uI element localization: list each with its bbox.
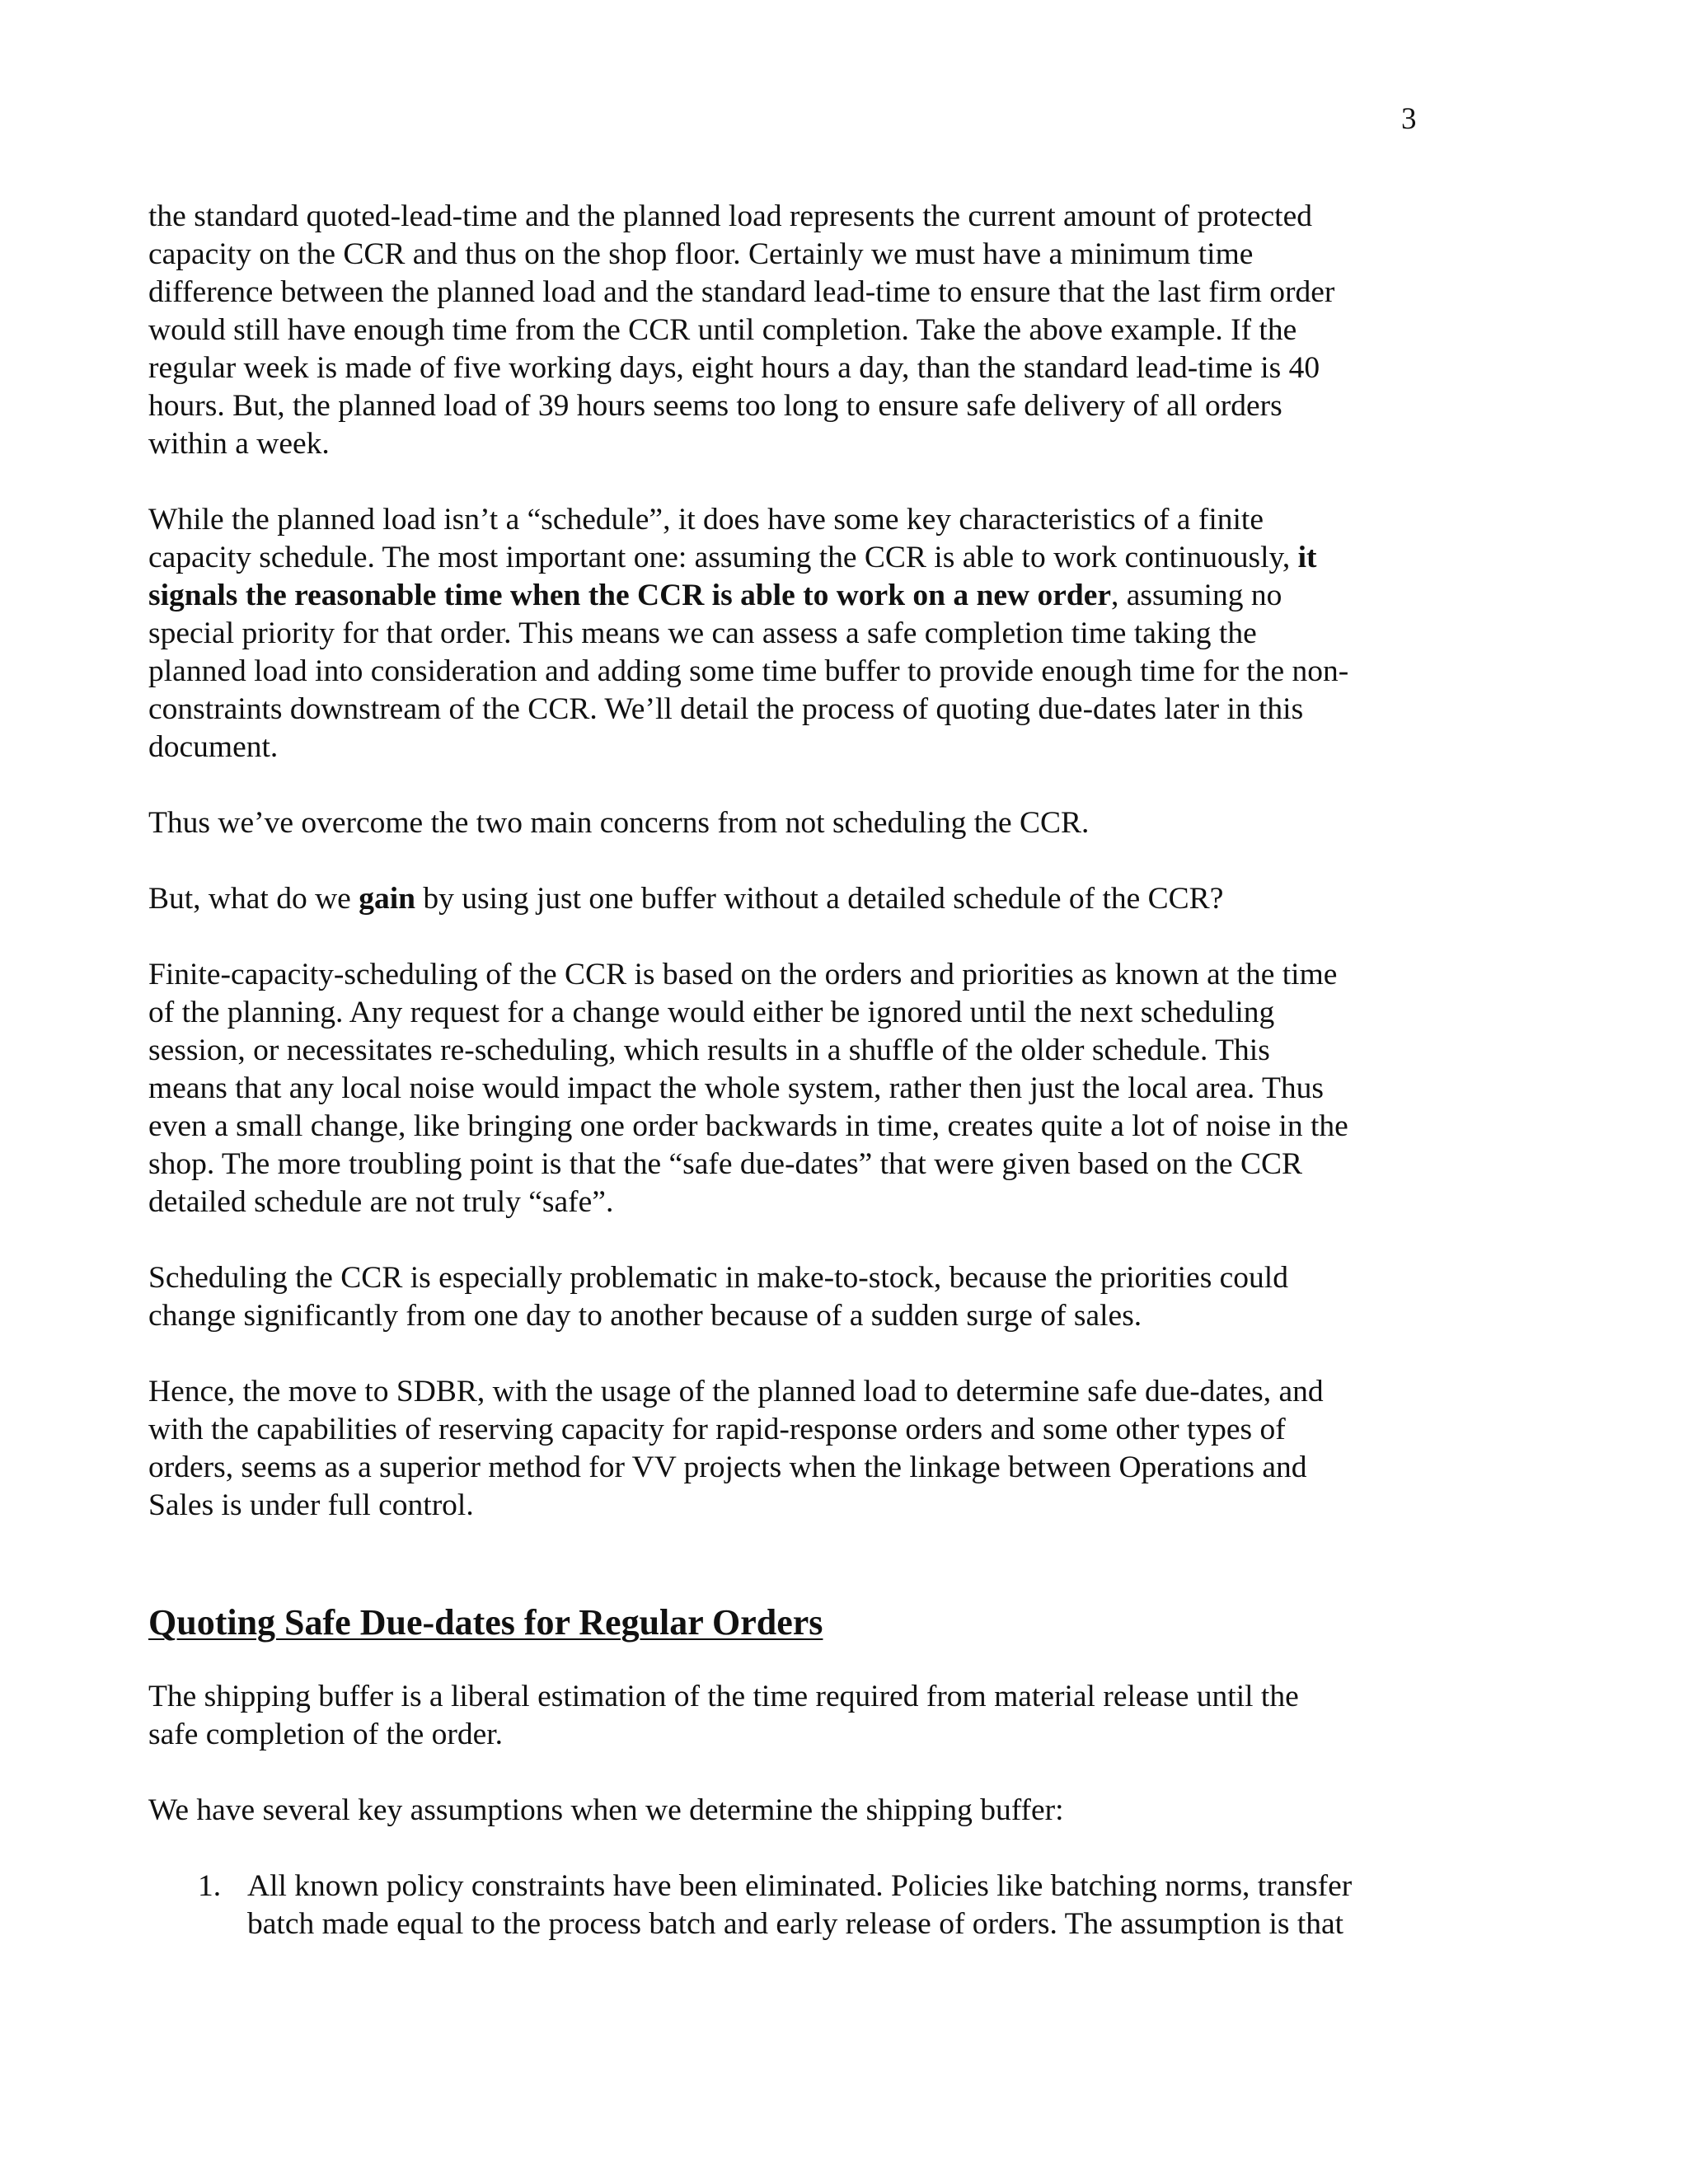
text-run: , assuming no xyxy=(1111,579,1282,612)
list-item xyxy=(148,1868,1459,1943)
text-line: batch made equal to the process batch and early release of orders. The assumption is that xyxy=(247,1907,1344,1941)
bold-text: gain xyxy=(359,882,415,916)
text-line: with the capabilities of reserving capacity for rapid-response orders and some other types of xyxy=(148,1413,1286,1446)
text-line: We have several key assumptions when we determine the shipping buffer: xyxy=(148,1793,1064,1827)
paragraph-finite-capacity xyxy=(148,956,1459,1221)
paragraph-gain-question xyxy=(148,880,1459,918)
document-body xyxy=(148,198,1459,1943)
text-line: safe completion of the order. xyxy=(148,1718,504,1751)
text-line: constraints downstream of the CCR. We’ll detail the process of quoting due-dates later in this xyxy=(148,692,1304,726)
text-line: capacity on the CCR and thus on the shop floor. Certainly we must have a minimum time xyxy=(148,237,1254,271)
text-line: orders, seems as a superior method for VV projects when the linkage between Operations and xyxy=(148,1451,1307,1484)
assumptions-list xyxy=(148,1868,1459,1943)
text-run: by using just one buffer without a detailed schedule of the CCR? xyxy=(415,882,1224,916)
paragraph-planned-load-capacity xyxy=(148,198,1459,463)
paragraph-planned-load-schedule xyxy=(148,501,1459,766)
text-line: detailed schedule are not truly “safe”. xyxy=(148,1185,614,1219)
list-item-number: 1. xyxy=(198,1869,222,1903)
text-line: All known policy constraints have been eliminated. Policies like batching norms, transfer xyxy=(247,1869,1353,1903)
text-line: shop. The more troubling point is that the “safe due-dates” that were given based on the CCR xyxy=(148,1147,1303,1181)
text-line xyxy=(148,880,1459,918)
text-line: would still have enough time from the CCR until completion. Take the above example. If the xyxy=(148,313,1297,347)
paragraph-make-to-stock xyxy=(148,1259,1459,1335)
paragraph-sdbr xyxy=(148,1373,1459,1525)
text-line: special priority for that order. This means we can assess a safe completion time taking the xyxy=(148,616,1257,650)
text-line: The shipping buffer is a liberal estimation of the time required from material release until the xyxy=(148,1680,1299,1713)
text-line: Thus we’ve overcome the two main concerns from not scheduling the CCR. xyxy=(148,806,1090,840)
text-line: Sales is under full control. xyxy=(148,1488,474,1522)
text-run: capacity schedule. The most important one: assuming the CCR is able to work continuously, xyxy=(148,541,1298,574)
text-line: planned load into consideration and adding some time buffer to provide enough time for the non- xyxy=(148,654,1349,688)
text-line xyxy=(148,577,1459,615)
text-line xyxy=(148,539,1459,577)
text-line: the standard quoted-lead-time and the planned load represents the current amount of protected xyxy=(148,199,1312,233)
text-line: of the planning. Any request for a change would either be ignored until the next scheduling xyxy=(148,996,1275,1029)
text-line: change significantly from one day to another because of a sudden surge of sales. xyxy=(148,1299,1142,1333)
text-line: session, or necessitates re-scheduling, which results in a shuffle of the older schedule. This xyxy=(148,1033,1270,1067)
text-line: within a week. xyxy=(148,427,330,461)
paragraph-shipping-buffer xyxy=(148,1678,1459,1754)
paragraph-key-assumptions xyxy=(148,1792,1459,1830)
bold-text: signals the reasonable time when the CCR is able to work on a new order xyxy=(148,579,1112,612)
text-line: regular week is made of five working days, eight hours a day, than the standard lead-time is 40 xyxy=(148,351,1320,385)
text-line: Finite-capacity-scheduling of the CCR is based on the orders and priorities as known at the time xyxy=(148,958,1338,991)
text-line: Hence, the move to SDBR, with the usage of the planned load to determine safe due-dates, and xyxy=(148,1375,1324,1408)
text-line: difference between the planned load and the standard lead-time to ensure that the last firm order xyxy=(148,275,1335,309)
text-line: document. xyxy=(148,730,279,764)
text-line: means that any local noise would impact the whole system, rather then just the local area. Thus xyxy=(148,1071,1324,1105)
text-run: But, what do we xyxy=(148,882,359,916)
page-number: 3 xyxy=(1401,102,1417,136)
section-heading: Quoting Safe Due-dates for Regular Orders xyxy=(148,1602,823,1643)
text-line: hours. But, the planned load of 39 hours seems too long to ensure safe delivery of all orders xyxy=(148,389,1282,423)
text-line: even a small change, like bringing one order backwards in time, creates quite a lot of noise in the xyxy=(148,1109,1348,1143)
bold-text: it xyxy=(1297,541,1317,574)
paragraph-overcome-concerns xyxy=(148,804,1459,842)
text-line: Scheduling the CCR is especially problematic in make-to-stock, because the priorities could xyxy=(148,1261,1288,1295)
text-line: While the planned load isn’t a “schedule”, it does have some key characteristics of a finite xyxy=(148,503,1264,537)
